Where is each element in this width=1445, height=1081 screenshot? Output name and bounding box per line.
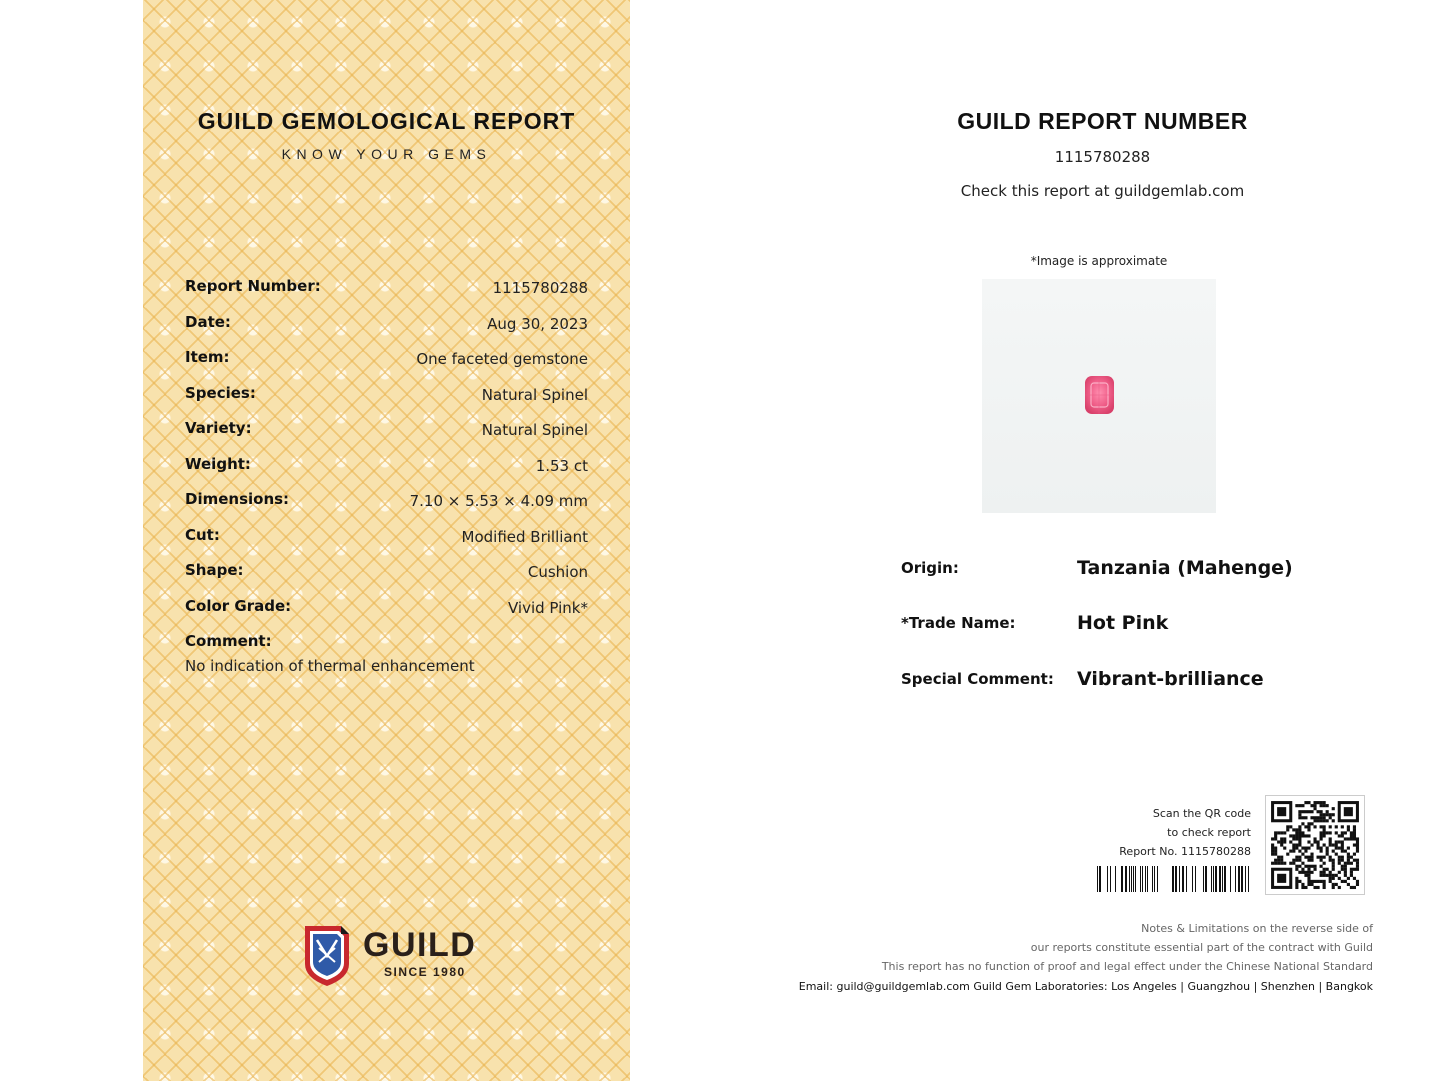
comment-label: Comment: — [185, 632, 272, 650]
report-number-value: 1115780288 — [1054, 148, 1151, 166]
spec-value: 7.10 × 5.53 × 4.09 mm — [409, 492, 588, 510]
spec-row-item — [185, 348, 588, 372]
special-comment-label: Special Comment: — [901, 670, 1054, 688]
spec-row-weight — [185, 455, 588, 479]
spec-value: Vivid Pink* — [507, 599, 588, 617]
shield-icon — [301, 922, 353, 988]
spec-row-dimensions — [185, 490, 588, 514]
spec-label: Report Number: — [185, 277, 321, 295]
guild-since: SINCE 1980 — [384, 965, 466, 979]
spec-value: Aug 30, 2023 — [487, 315, 588, 333]
report-number-title: GUILD REPORT NUMBER — [957, 108, 1248, 134]
spec-value: One faceted gemstone — [416, 350, 588, 368]
comment-row — [185, 632, 588, 656]
spec-label: Date: — [185, 313, 231, 331]
spec-row-cut — [185, 526, 588, 550]
spec-value: Natural Spinel — [481, 386, 588, 404]
qr-report-number: Report No. 1115780288 — [1119, 845, 1251, 858]
origin-label: Origin: — [901, 559, 959, 577]
trade-name-value: Hot Pink — [1077, 612, 1169, 634]
spec-label: Species: — [185, 384, 256, 402]
spec-label: Item: — [185, 348, 230, 366]
notes-line: This report has no function of proof and legal effect under the Chinese National Standard — [881, 960, 1373, 973]
spec-row-date — [185, 313, 588, 337]
qr-code[interactable] — [1265, 795, 1365, 895]
comment-text: No indication of thermal enhancement — [185, 657, 475, 675]
notes-line: Notes & Limitations on the reverse side of — [1141, 922, 1373, 935]
notes-line: our reports constitute essential part of the contract with Guild — [1030, 941, 1373, 954]
guild-logo — [301, 922, 481, 992]
spec-row-shape — [185, 561, 588, 585]
spec-label: Shape: — [185, 561, 244, 579]
report-left-panel — [143, 0, 630, 1081]
qr-instruction-line: Scan the QR code — [1152, 807, 1251, 820]
barcode — [1097, 866, 1252, 892]
spec-row-species — [185, 384, 588, 408]
spec-value: Natural Spinel — [481, 421, 588, 439]
spec-row-variety — [185, 419, 588, 443]
spec-label: Weight: — [185, 455, 251, 473]
spec-value: 1.53 ct — [535, 457, 588, 475]
spec-row-report-number — [185, 277, 588, 301]
spec-value: Modified Brilliant — [461, 528, 588, 546]
report-subtitle: KNOW YOUR GEMS — [281, 146, 492, 162]
guild-wordmark: GUILD — [363, 926, 477, 964]
spec-label: Color Grade: — [185, 597, 292, 615]
contact-line: Email: guild@guildgemlab.com Guild Gem Laboratories: Los Angeles | Guangzhou | Shenzhen | Bangkok — [798, 980, 1373, 993]
qr-instruction-line: to check report — [1167, 826, 1251, 839]
spec-row-color-grade — [185, 597, 588, 621]
origin-value: Tanzania (Mahenge) — [1077, 557, 1293, 579]
gemstone-icon — [982, 279, 1216, 513]
special-comment-value: Vibrant-brilliance — [1077, 668, 1264, 690]
spec-label: Cut: — [185, 526, 220, 544]
spec-value: 1115780288 — [492, 279, 588, 297]
spec-label: Variety: — [185, 419, 252, 437]
trade-name-label: *Trade Name: — [901, 614, 1016, 632]
image-approx-note: *Image is approximate — [1030, 254, 1168, 268]
spec-label: Dimensions: — [185, 490, 290, 508]
report-title: GUILD GEMOLOGICAL REPORT — [197, 108, 576, 134]
gemstone-photo — [982, 279, 1216, 513]
spec-value: Cushion — [527, 563, 588, 581]
check-report-text: Check this report at guildgemlab.com — [960, 182, 1245, 200]
